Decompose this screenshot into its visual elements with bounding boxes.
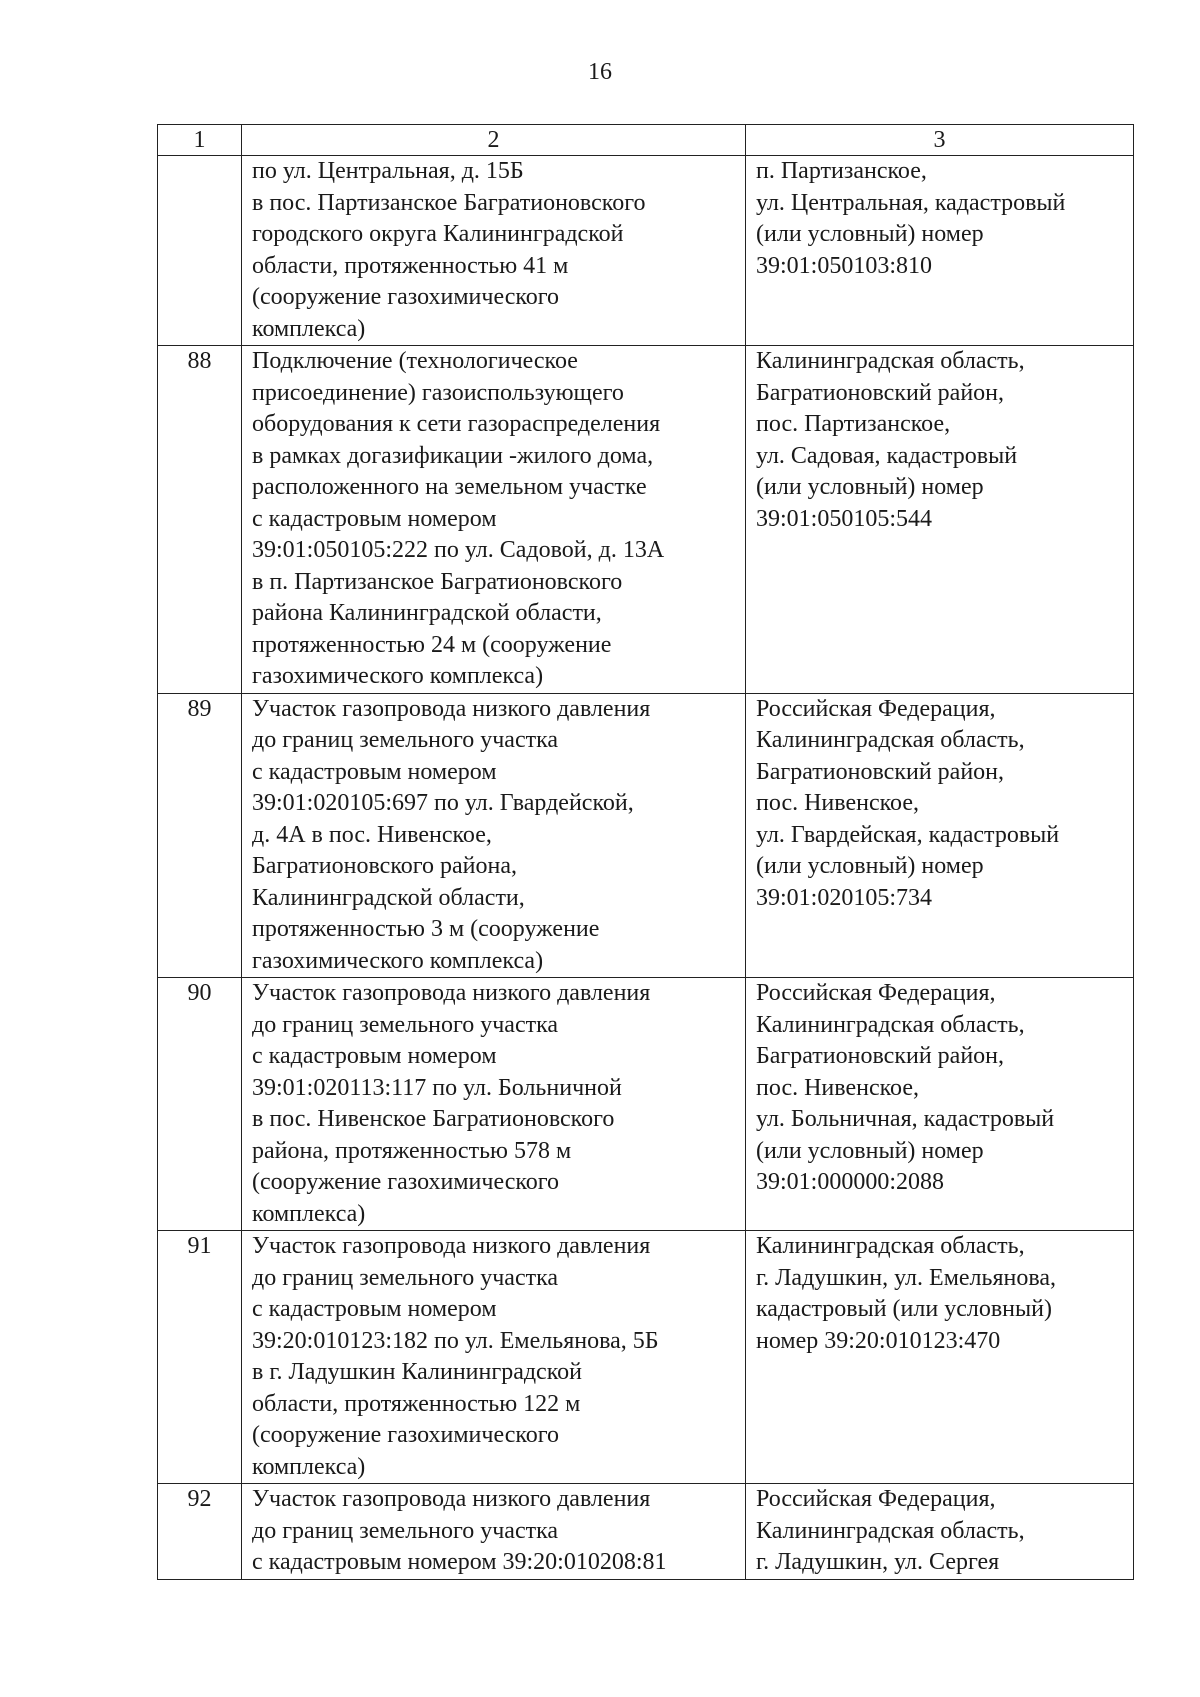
row-description: по ул. Центральная, д. 15Б в пос. Партизанское Багратионовского городского округа Калининградской области, протяженностью 41 м (сооружение газохимического комплекса) <box>242 156 746 346</box>
table-row <box>158 346 1134 694</box>
row-number: 88 <box>158 346 242 694</box>
header-cell-2: 2 <box>242 125 746 156</box>
row-description: Участок газопровода низкого давления до границ земельного участка с кадастровым номером 39:01:020113:117 по ул. Больничной в пос. Нивенское Багратионовского района, протяженностью 578 м (сооружение газохимического комплекса) <box>242 978 746 1231</box>
row-location: Российская Федерация, Калининградская область, г. Ладушкин, ул. Сергея <box>746 1484 1134 1580</box>
row-description: Подключение (технологическое присоединение) газоиспользующего оборудования к сети газораспределения в рамках догазификации -жилого дома, расположенного на земельном участке с кадастровым номером 39:01:050105:222 по ул. Садовой, д. 13А в п. Партизанское Багратионовского района Калининградской области, протяженностью 24 м (сооружение газохимического комплекса) <box>242 346 746 694</box>
table-row <box>158 978 1134 1231</box>
header-cell-1: 1 <box>158 125 242 156</box>
row-description: Участок газопровода низкого давления до границ земельного участка с кадастровым номером 39:20:010123:182 по ул. Емельянова, 5Б в г. Ладушкин Калининградской области, протяженностью 122 м (сооружение газохимического комплекса) <box>242 1231 746 1484</box>
row-description: Участок газопровода низкого давления до границ земельного участка с кадастровым номером 39:01:020105:697 по ул. Гвардейской, д. 4А в пос. Нивенское, Багратионовского района, Калининградской области, протяженностью 3 м (сооружение газохимического комплекса) <box>242 693 746 978</box>
page-number: 16 <box>588 59 612 85</box>
row-location: Российская Федерация, Калининградская область, Багратионовский район, пос. Нивенское, ул. Больничная, кадастровый (или условный) номер 39:01:000000:2088 <box>746 978 1134 1231</box>
table-row <box>158 156 1134 346</box>
table-row <box>158 693 1134 978</box>
row-description: Участок газопровода низкого давления до границ земельного участка с кадастровым номером 39:20:010208:81 <box>242 1484 746 1580</box>
document-table <box>157 124 1134 1580</box>
row-number: 90 <box>158 978 242 1231</box>
table-header-row <box>158 125 1134 156</box>
row-number <box>158 156 242 346</box>
row-location: Калининградская область, Багратионовский район, пос. Партизанское, ул. Садовая, кадастровый (или условный) номер 39:01:050105:544 <box>746 346 1134 694</box>
header-cell-3: 3 <box>746 125 1134 156</box>
row-number: 92 <box>158 1484 242 1580</box>
table-row <box>158 1484 1134 1580</box>
row-number: 89 <box>158 693 242 978</box>
row-location: Калининградская область, г. Ладушкин, ул. Емельянова, кадастровый (или условный) номер 39:20:010123:470 <box>746 1231 1134 1484</box>
row-number: 91 <box>158 1231 242 1484</box>
table-row <box>158 1231 1134 1484</box>
row-location: Российская Федерация, Калининградская область, Багратионовский район, пос. Нивенское, ул. Гвардейская, кадастровый (или условный) номер 39:01:020105:734 <box>746 693 1134 978</box>
row-location: п. Партизанское, ул. Центральная, кадастровый (или условный) номер 39:01:050103:810 <box>746 156 1134 346</box>
